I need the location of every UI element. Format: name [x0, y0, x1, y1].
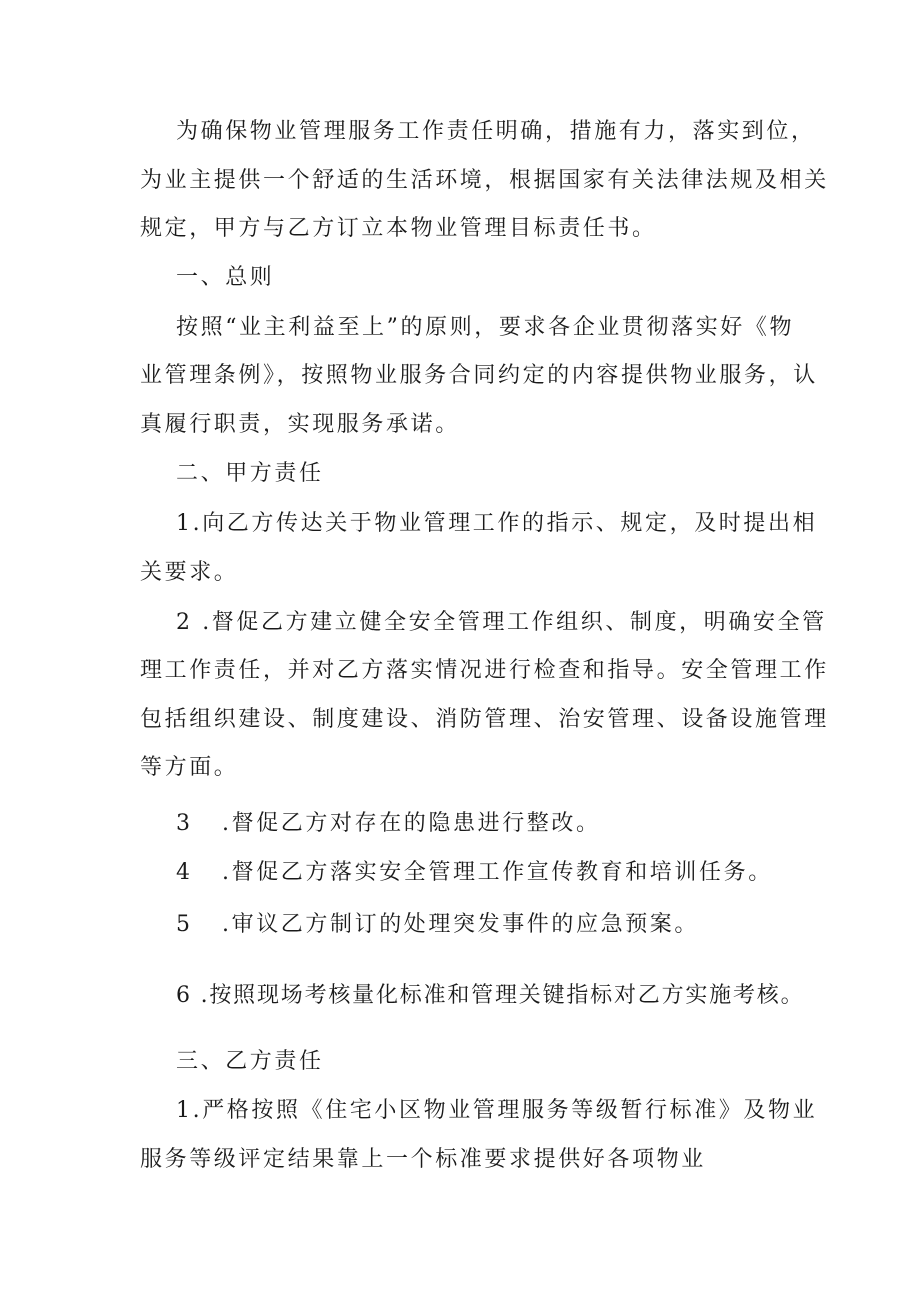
item3-text: .督促乙方对存在的隐患进行整改。 [222, 811, 601, 836]
intro-line-1: 为确保物业管理服务工作责任明确，措施有力，落实到位， [176, 119, 816, 144]
section1-line-2: 业管理条例》，按照物业服务合同约定的内容提供物业服务，认 [140, 363, 818, 388]
section-heading-general: 一、总则 [176, 265, 275, 290]
item1-line-1: 1.向乙方传达关于物业管理工作的指示、规定，及时提出相 [176, 511, 818, 536]
section1-line-1: 按照“业主利益至上”的原则，要求各企业贯彻落实好《物 [176, 315, 795, 340]
item2-line-4: 等方面。 [140, 755, 239, 780]
intro-line-3: 规定，甲方与乙方订立本物业管理目标责任书。 [140, 216, 657, 241]
item2-line-3: 包括组织建设、制度建设、消防管理、治安管理、设备设施管理 [140, 707, 829, 732]
intro-line-2: 为业主提供一个舒适的生活环境，根据国家有关法律法规及相关 [140, 168, 829, 193]
section-heading-party-a: 二、甲方责任 [176, 461, 324, 486]
item3-number: 3 [176, 811, 190, 836]
item1-line-2: 关要求。 [140, 560, 239, 585]
item5-number: 5 [176, 912, 190, 937]
section1-line-3: 真履行职责，实现服务承诺。 [140, 412, 460, 437]
item2-line-1: 2 .督促乙方建立健全安全管理工作组织、制度，明确安全管 [176, 610, 827, 635]
section-heading-party-b: 三、乙方责任 [176, 1049, 324, 1074]
item5-text: .审议乙方制订的处理突发事件的应急预案。 [222, 912, 699, 937]
item2-line-2: 理工作责任，并对乙方落实情况进行检查和指导。安全管理工作 [140, 658, 829, 683]
item4-text: .督促乙方落实安全管理工作宣传教育和培训任务。 [222, 860, 773, 885]
item6-text: 6 .按照现场考核量化标准和管理关键指标对乙方实施考核。 [176, 983, 805, 1008]
item4-number: 4 [176, 860, 190, 885]
item7-line-1: 1.严格按照《住宅小区物业管理服务等级暂行标准》及物业 [176, 1098, 818, 1123]
item7-line-2: 服务等级评定结果靠上一个标准要求提供好各项物业 [140, 1147, 706, 1172]
